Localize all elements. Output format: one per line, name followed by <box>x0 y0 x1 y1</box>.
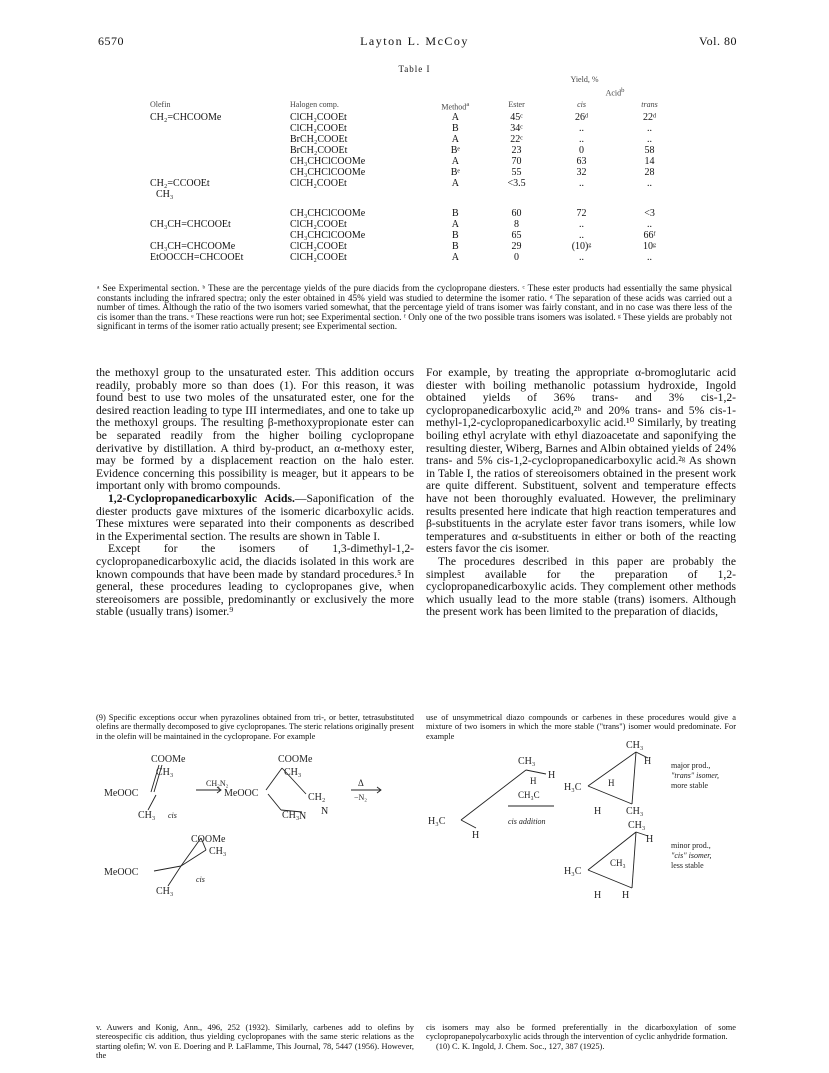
table-cell: CH₃CHClCOOMe <box>290 208 366 220</box>
table-row <box>150 252 683 263</box>
table-row <box>150 134 683 145</box>
volume-number: Vol. 80 <box>699 34 737 48</box>
scheme-label: H <box>548 770 556 781</box>
scheme-label: H <box>472 830 480 841</box>
reaction-scheme-right <box>426 740 736 908</box>
table-cell: .. <box>579 123 585 135</box>
scheme-label: H₃C <box>564 866 582 877</box>
scheme-label: H <box>608 778 615 788</box>
scheme-label: cis <box>168 811 177 820</box>
table-cell: .. <box>647 252 652 264</box>
table-cell: ClCH₂COOEt <box>290 219 347 231</box>
table-cell: CH₂=CCOOEt <box>150 178 210 190</box>
table-caption: Table I <box>398 64 431 74</box>
table-cell: CH₂=CHCOOMe <box>150 112 222 124</box>
table-cell: 65 <box>511 230 522 242</box>
scheme-label: COOMe <box>151 754 186 765</box>
table-cell: 0 <box>579 145 585 157</box>
paragraph: the methoxyl group to the unsaturated ester. This addition occurs readily, probably more so than does (1). For this reason, it was found best to use two moles of the unsaturated ester, one for the desired reaction leading to type III intermediates, and one to take up the methoxyl groups. The resulting β-methoxypropionate ester can be separated readily from the higher boiling cyclopropane derivative by distillation. A third by-product, an α-methoxy ester, may be formed by a displacement reaction on the halo ester. Evidence concerning this possibility is meager, but it appears to be important only with bromo compounds. <box>96 366 414 493</box>
table-cell <box>616 189 683 208</box>
scheme-label: N <box>299 811 307 822</box>
table-cell: B <box>452 241 459 253</box>
reaction-scheme-left <box>96 750 414 900</box>
table-row <box>150 219 683 230</box>
table-cell: (10)ᵍ <box>571 241 592 253</box>
reagent-label: cis addition <box>508 817 546 826</box>
table-cell: B <box>452 230 459 242</box>
product-label: less stable <box>671 861 704 870</box>
scheme-label: H <box>594 806 602 817</box>
table-cell: 14 <box>644 156 655 168</box>
table-footnotes: ᵃ See Experimental section. ᵇ These are the percentage yields of the pure diacids from the cyclopropane diesters. ᶜ These ester products had essentially the same physical constants including the infrared spectra; only the ester obtained in 45% yield was studied to determine the isomer ratio. ᵈ The separation of these acids was carried out a number of times. Although the ratio of the two isomers varied somewhat, that the percentage yield of trans isomer was fairly constant, and in no case was there less of the cis isomer than the trans. ᵉ These reactions were run hot; see Experimental section. ᶠ Only one of the two possible trans isomers was isolated. ᵍ These yields are probably not significant in terms of the isomer ratio actually present; see Experimental section. <box>97 283 732 332</box>
paragraph: For example, by treating the appropriate α-bromoglutaric acid diester with boiling methanolic potassium hydroxide, Ingold obtained yields of 36% trans- and 3% cis-1,2-cyclopropanedicarboxylic acid,²ᵇ and 20% trans- and 5% cis-1-methyl-1,2-cyclopropanedicarboxylic acid.¹⁰ Similarly, by treating boiling ethyl acrylate with ethyl diazoacetate and saponifying the resulting diester, Wiberg, Barnes and Albin obtained yields of 24% trans- and 5% cis-1,2-cyclopropanedicarboxylic acid.²ᵍ As shown in Table I, the ratios of stereoisomers obtained in the present work are quite different. Substituent, solvent and temperature effects have not been thoroughly evaluated. However, the preliminary results presented here indicate that high reaction temperatures and β-substituents in the acrylate ester favor trans isomers, while low temperatures and α-substituents in either or both of the reacting esters favor the cis isomer. <box>426 366 737 556</box>
table-cell: CH₃CHClCOOMe <box>290 230 366 242</box>
scheme-label: CH₃ <box>626 740 644 751</box>
table-cell <box>150 156 290 167</box>
table-cell: ClCH₂COOEt <box>290 252 347 264</box>
table-cell: 10ᵍ <box>643 241 657 253</box>
scheme-label: CH₃ <box>518 756 536 767</box>
paragraph: The procedures described in this paper are probably the simplest available for the preparation of 1,2-cyclopropanedicarboxylic acids. They complement other methods which usually lead to the more stable (trans) isomers. Although the present work has been limited to the preparation of diacids, <box>426 554 736 619</box>
table-row <box>150 112 683 123</box>
table-cell: .. <box>579 219 585 231</box>
scheme-label: H <box>594 890 602 901</box>
paragraph: 1,2-Cyclopropanedicarboxylic Acids.—Saponification of the diester products gave mixtures of the isomeric dicarboxylic acids. These mixtures were separated into their components as described in the Experimental section. The results are shown in Table I. <box>96 491 414 543</box>
table-cell <box>290 189 425 208</box>
table-cell: B <box>452 123 459 135</box>
table-cell: 32 <box>576 167 587 179</box>
reagent-label: CH₂N₂ <box>206 779 229 788</box>
scheme-label: H <box>646 834 654 845</box>
table-cell: B <box>452 208 459 220</box>
table-cell: A <box>451 134 459 146</box>
table-cell: .. <box>647 219 652 231</box>
scheme-label: H₃C <box>428 816 446 827</box>
table-header-row <box>150 99 683 113</box>
product-label: "cis" isomer, <box>671 851 712 860</box>
table-cell: 70 <box>511 156 522 168</box>
table-cell: <3 <box>644 208 655 220</box>
table-row <box>150 167 683 178</box>
heat-label: Δ <box>358 778 364 788</box>
table-cell: CH₃ <box>156 189 174 201</box>
scheme-label: N <box>321 806 329 817</box>
reagent-label: CH₃C <box>518 790 540 800</box>
table-row <box>150 145 683 156</box>
table-cell: 60 <box>511 208 522 220</box>
table-cell: .. <box>647 123 652 135</box>
table-cell: .. <box>647 134 652 146</box>
scheme-label: CH₃ <box>610 858 626 868</box>
table-row <box>150 208 683 219</box>
scheme-label: CH₃ <box>156 886 174 897</box>
product-label: more stable <box>671 781 709 790</box>
note-text: cis isomers may also be formed preferentially in the dicarboxylation of some cyclopropanepolycarboxylic acids through the intervention of cyclic anhydride formation. <box>426 1023 736 1042</box>
table-cell: 66ᶠ <box>643 230 656 242</box>
table-row <box>150 123 683 134</box>
table-cell: 63 <box>576 156 587 168</box>
table-cell: .. <box>579 178 585 190</box>
table-cell: CH₃CH=CHCOOMe <box>150 241 236 253</box>
table-cell: ClCH₂COOEt <box>290 178 347 190</box>
table-cell: BrCH₂COOEt <box>290 145 348 157</box>
table-row <box>150 178 683 189</box>
table-cell <box>486 189 547 208</box>
table-cell: BrCH₂COOEt <box>290 134 348 146</box>
column-header: trans <box>641 99 658 109</box>
table-cell: 28 <box>644 167 655 179</box>
table-cell: A <box>451 252 459 264</box>
footnote-9-continued: v. Auwers and Konig, Ann., 496, 252 (1932). Similarly, carbenes add to olefins by stereospecific cis addition, thus yielding cyclopropanes with the same steric relations as the starting olefin; W. von E. Doering and P. LaFlamme, This Journal, 78, 5447 (1956). However, the <box>96 1023 414 1061</box>
scheme-label: MeOOC <box>224 788 259 799</box>
scheme-label: MeOOC <box>104 788 139 799</box>
table-cell: .. <box>579 134 585 146</box>
section-heading: 1,2-Cyclopropanedicarboxylic Acids. <box>108 491 295 505</box>
scheme-label: CH₂ <box>308 792 326 803</box>
footnote-continuation: use of unsymmetrical diazo compounds or carbenes in these procedures would give a mixture of two isomers in which the more stable ("trans") isomer would predominate. For example <box>426 713 736 741</box>
table-cell: A <box>451 112 459 124</box>
reagent-label: −N₂ <box>354 793 368 802</box>
table-cell <box>150 134 290 145</box>
product-label: major prod., <box>671 761 711 770</box>
table-row <box>150 156 683 167</box>
yield-group-header: Yield, % <box>570 75 599 84</box>
scheme-label: CH₃ <box>628 820 646 831</box>
table-cell: Bᵉ <box>450 167 460 179</box>
left-column <box>96 367 414 619</box>
table-cell: CH₃CHClCOOMe <box>290 156 366 168</box>
scheme-label: CH₃ <box>156 767 174 778</box>
scheme-label: H <box>622 890 630 901</box>
table-cell: 26ᵈ <box>574 112 589 124</box>
table-cell: <3.5 <box>507 178 526 190</box>
page-number: 6570 <box>98 34 124 48</box>
table-cell <box>150 145 290 156</box>
scheme-label: CH₃ <box>138 810 156 821</box>
footnote-10: (10) C. K. Ingold, J. Chem. Soc., 127, 387 (1925). <box>436 1041 605 1051</box>
scheme-label: CH₃ <box>626 806 644 817</box>
right-column <box>426 367 736 619</box>
scheme-label: CH₃ <box>284 767 302 778</box>
table-cell: 8 <box>514 219 520 231</box>
table-cell: A <box>451 178 459 190</box>
table-cell: .. <box>579 230 585 242</box>
table-cell <box>150 230 290 241</box>
data-table <box>150 74 683 263</box>
table-cell: 34ᶜ <box>510 123 523 135</box>
scheme-label: CH₃ <box>209 846 227 857</box>
table-body <box>150 112 683 263</box>
column-header: Method$^a$ <box>441 100 470 112</box>
table-cell: 0 <box>514 252 520 264</box>
scheme-label: H₃C <box>564 782 582 793</box>
running-header <box>0 34 829 48</box>
table-cell: 22ᶜ <box>510 134 523 146</box>
table-cell: .. <box>647 178 652 190</box>
table-row <box>150 189 683 208</box>
scheme-label: H <box>644 756 652 767</box>
scheme-label: COOMe <box>191 834 226 845</box>
scheme-label: MeOOC <box>104 867 139 878</box>
table-cell: 45ᶜ <box>510 112 523 124</box>
bottom-right-notes <box>426 1023 736 1051</box>
scheme-label: cis <box>196 875 205 884</box>
author-name: Layton L. McCoy <box>360 34 469 48</box>
table-cell: 23 <box>511 145 522 157</box>
scheme-label: CH₃ <box>282 810 300 821</box>
table-cell: ClCH₂COOEt <box>290 123 347 135</box>
table-cell: 22ᵈ <box>642 112 657 124</box>
table-row <box>150 241 683 252</box>
acid-group-header: Acid$^b$ <box>605 87 625 98</box>
table-cell: A <box>451 156 459 168</box>
product-label: "trans" isomer, <box>671 771 720 780</box>
table-cell <box>150 208 290 219</box>
table-cell <box>150 123 290 134</box>
table-cell: EtOOCCH=CHCOOEt <box>150 252 244 264</box>
reagent-label: H <box>530 776 537 786</box>
table-cell <box>547 189 616 208</box>
table-cell: .. <box>579 252 585 264</box>
table-cell: CH₃CHClCOOMe <box>290 167 366 179</box>
table-cell: A <box>451 219 459 231</box>
column-header: cis <box>577 99 586 109</box>
table-cell: CH₃CH=CHCOOEt <box>150 219 231 231</box>
table-row <box>150 230 683 241</box>
table-cell: Bᵉ <box>450 145 460 157</box>
column-header: Ester <box>508 99 525 109</box>
column-header: Halogen comp. <box>290 99 339 109</box>
table-cell: ClCH₂COOEt <box>290 112 347 124</box>
table-cell <box>150 167 290 178</box>
footnote-9: (9) Specific exceptions occur when pyrazolines obtained from tri-, or better, tetrasubstituted olefins are thermally decomposed to give cyclopropanes. The steric relations originally present in the olefin will be maintained in the cyclopropane. For example <box>96 713 414 741</box>
table-cell: 58 <box>644 145 655 157</box>
table-cell <box>425 189 486 208</box>
table-cell: 72 <box>576 208 587 220</box>
product-label: minor prod., <box>671 841 711 850</box>
table-cell: 55 <box>511 167 522 179</box>
paragraph: Except for the isomers of 1,3-dimethyl-1,2-cyclopropanedicarboxylic acid, the diacids isolated in this work are known compounds that have been made by standard procedures.⁵ In general, these procedures leading to cyclopropanes give, when stereoisomers are possible, predominantly or exclusively the more stable (usually trans) isomer.⁹ <box>96 542 414 619</box>
scheme-label: COOMe <box>278 754 313 765</box>
column-header: Olefin <box>150 99 171 109</box>
table-cell: 29 <box>511 241 522 253</box>
table-cell: ClCH₂COOEt <box>290 241 347 253</box>
